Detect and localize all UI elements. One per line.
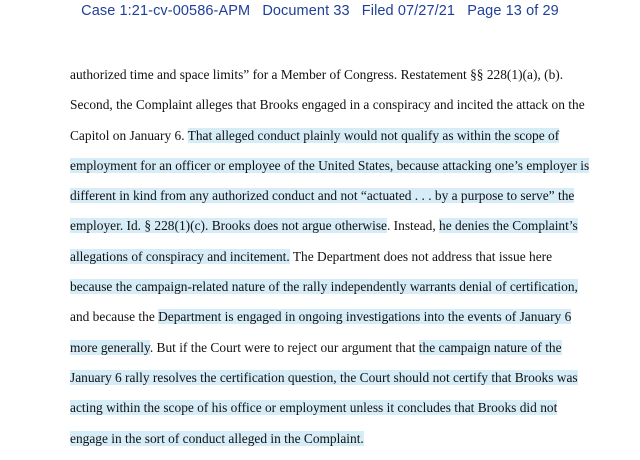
page-number: Page 13 of 29 [467, 3, 559, 19]
text-line [70, 278, 630, 308]
highlighted-text: because the campaign-related nature of the rally independently warrants denial of certification, [70, 279, 578, 295]
filed-date: Filed 07/27/21 [361, 3, 456, 19]
text-line [70, 96, 630, 126]
highlighted-text: more generally [70, 339, 150, 355]
highlighted-text: That alleged conduct plainly would not qualify as within the scope of [187, 127, 560, 143]
case-number: Case 1:21-cv-00586-APM [81, 3, 251, 19]
highlighted-text: different in kind from any authorized conduct and not “actuated . . . by a purpose to serve” the [70, 188, 575, 204]
text-segment: The Department does not address that issue here [289, 248, 553, 264]
highlighted-text: allegations of conspiracy and incitement. [70, 248, 290, 264]
case-header [0, 3, 640, 19]
text-line [70, 308, 630, 338]
text-line [70, 399, 630, 429]
highlighted-text: Department is engaged in ongoing investigations into the events of January 6 [158, 309, 572, 325]
text-segment: . But if the Court were to reject our argument that [149, 339, 419, 355]
text-segment: . Instead, [386, 218, 440, 234]
highlighted-text: employer. Id. § 228(1)(c). [70, 218, 212, 234]
body-text [70, 66, 630, 460]
text-line [70, 157, 630, 187]
text-segment: Capitol on January 6. [70, 127, 188, 143]
text-segment: Second, the Complaint alleges that Brooks engaged in a conspiracy and incited the attack on the [70, 97, 585, 113]
text-line [70, 248, 630, 278]
text-line [70, 127, 630, 157]
text-segment: authorized time and space limits” for a Member of Congress. Restatement §§ 228(1)(a), (b). [70, 67, 564, 82]
highlighted-text: acting within the scope of his office or employment unless it concludes that Brooks did not [70, 400, 558, 416]
highlighted-text: he denies the Complaint’s [439, 218, 578, 234]
text-segment: and because the [70, 309, 159, 325]
text-line [70, 217, 630, 247]
text-line [70, 66, 630, 96]
text-line [70, 369, 630, 399]
text-line [70, 339, 630, 369]
highlighted-text: employment for an officer or employee of the United States, because attacking one’s employer is [70, 157, 590, 173]
highlighted-text: January 6 rally resolves the certification question, the Court should not certify that Brooks was [70, 369, 578, 385]
text-line [70, 430, 630, 460]
text-line [70, 187, 630, 217]
highlighted-text: engage in the sort of conduct alleged in the Complaint. [70, 430, 364, 446]
document-number: Document 33 [262, 3, 350, 19]
highlighted-text: Brooks does not argue otherwise [211, 218, 387, 234]
highlighted-text: the campaign nature of the [418, 339, 562, 355]
